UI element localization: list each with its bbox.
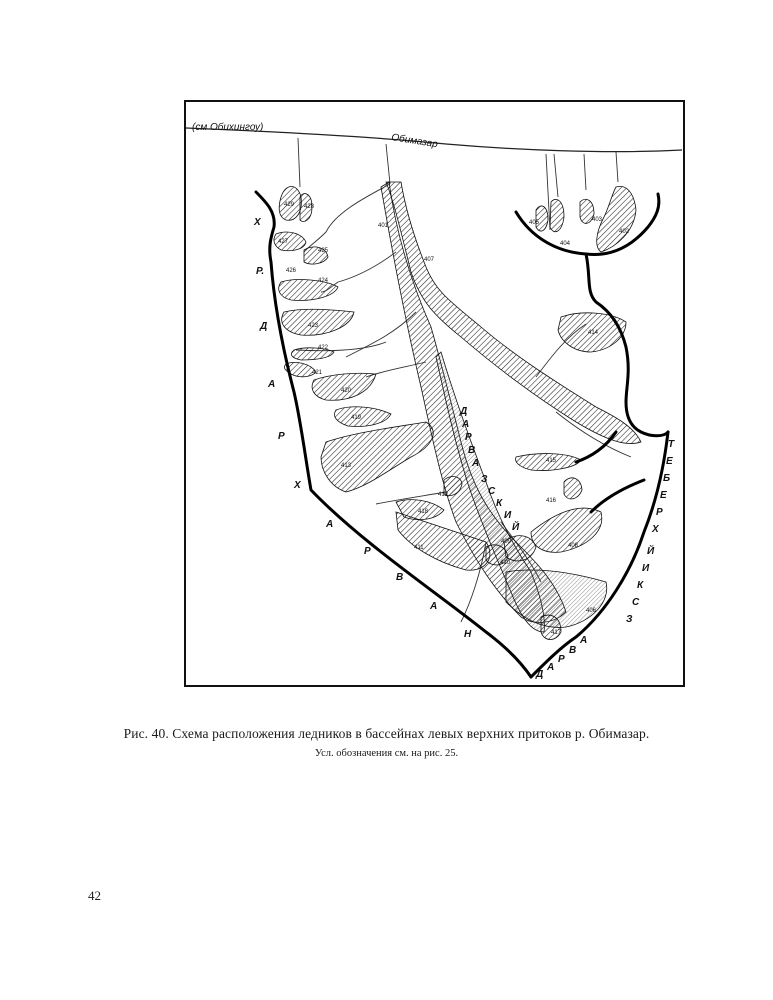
- ridge-east-letter: А: [580, 635, 588, 646]
- glacier-number: 420: [341, 388, 352, 394]
- glacier-number: 413: [341, 463, 352, 469]
- ridge-west-letter: Д: [260, 321, 268, 332]
- glacier-number: 408: [568, 543, 579, 549]
- glacier-number: 402: [619, 229, 630, 235]
- glacier-number: 409: [501, 539, 512, 545]
- ridge-west-letter: Р: [278, 431, 285, 442]
- ridge-east-labels: [535, 439, 675, 680]
- glacier-number: 405: [529, 220, 540, 226]
- ridge-west-letter: Н: [464, 629, 472, 640]
- ridge-east-letter: Т: [668, 439, 675, 450]
- glacier-number: 418: [418, 509, 429, 515]
- glacier-number: 412: [438, 492, 449, 498]
- ridge-east-letter: Е: [660, 490, 667, 501]
- page-number: 42: [88, 888, 101, 903]
- ridge-east-letter: З: [626, 614, 633, 625]
- glacier-center-letter: С: [488, 486, 496, 497]
- glacier-number: 425: [318, 248, 329, 254]
- glacier-number: 428: [304, 204, 315, 210]
- glacier-number: 415: [546, 458, 557, 464]
- glacier-map: [186, 102, 683, 685]
- ridge-east-letter: Е: [666, 456, 673, 467]
- glacier-405: [536, 206, 548, 231]
- ridge-west-letter: Х: [254, 217, 261, 228]
- glacier-center-letter: К: [496, 498, 503, 509]
- glacier-404: [550, 199, 564, 231]
- glacier-424: [279, 280, 338, 301]
- ridge-east-letter: Й: [647, 546, 655, 557]
- glacier-413: [321, 422, 433, 492]
- glacier-number: 411: [414, 545, 424, 551]
- ridge-west-letter: Р: [364, 546, 371, 557]
- glacier-center-letter: А: [462, 419, 470, 430]
- glacier-center-letter: И: [504, 510, 512, 521]
- glacier-map-frame: [184, 100, 685, 687]
- glacier-number: 427: [278, 239, 289, 245]
- ridge-east-letter: А: [547, 662, 555, 673]
- glacier-number: 404: [560, 241, 571, 247]
- ridge-east-letter: С: [632, 597, 640, 608]
- ridge-east-letter: Д: [536, 669, 544, 680]
- figure-caption-note: Усл. обозначения см. на рис. 25.: [314, 748, 459, 759]
- glacier-number: 426: [286, 268, 297, 274]
- glacier-number: 422: [318, 345, 329, 351]
- ridge-west-letter: А: [326, 519, 334, 530]
- river-obimazar-label: Обимазар: [390, 132, 439, 151]
- glacier-number: 407: [424, 257, 435, 263]
- ridge-east-letter: В: [569, 645, 577, 656]
- glaciers: [274, 182, 641, 640]
- glacier-number: 429: [284, 202, 295, 208]
- ridge-east-letter: Б: [663, 473, 671, 484]
- glacier-416: [564, 478, 582, 499]
- ridge-west-letter: А: [268, 379, 276, 390]
- glacier-number: 424: [318, 278, 329, 284]
- glacier-center-letter: В: [468, 445, 476, 456]
- glacier-number: 401: [378, 223, 389, 229]
- corner-note: (см Обихингоу): [192, 122, 264, 133]
- glacier-center-letter: Й: [512, 522, 520, 533]
- ridge-east-letter: Р: [656, 507, 663, 518]
- glacier-number: 423: [308, 323, 319, 329]
- glacier-number: 419: [351, 415, 362, 421]
- ridge-west-letter: Р.: [256, 266, 265, 277]
- glacier-center-letter: Д: [460, 406, 468, 417]
- glacier-number: 410: [500, 560, 511, 566]
- glacier-number: 416: [546, 498, 557, 504]
- glacier-number: 417: [551, 630, 562, 636]
- ridge-spur-416: [591, 480, 644, 512]
- glacier-number: 421: [312, 370, 323, 376]
- ridge-east-letter: Р: [558, 654, 565, 665]
- ridge-east-letter: К: [637, 580, 644, 591]
- ridge-east-letter: Х: [652, 524, 659, 535]
- glacier-420: [312, 373, 376, 400]
- figure-caption: Рис. 40. Схема расположения ледников в бассейнах левых верхних притоков р. Обимазар.: [123, 726, 650, 741]
- ridge-west-letter: В: [396, 572, 404, 583]
- ridge-west-letter: А: [430, 601, 438, 612]
- ridge-west-letter: Х: [294, 480, 301, 491]
- glacier-408: [531, 508, 602, 552]
- glacier-number: 414: [588, 330, 599, 336]
- glacier-center-letter: З: [481, 474, 488, 485]
- glacier-419: [335, 407, 392, 427]
- glacier-center-letter: А: [472, 458, 480, 469]
- glacier-number: 406: [586, 608, 597, 614]
- glacier-number: 403: [592, 217, 603, 223]
- ridge-east-letter: И: [642, 563, 650, 574]
- glacier-center-letter: Р: [465, 432, 472, 443]
